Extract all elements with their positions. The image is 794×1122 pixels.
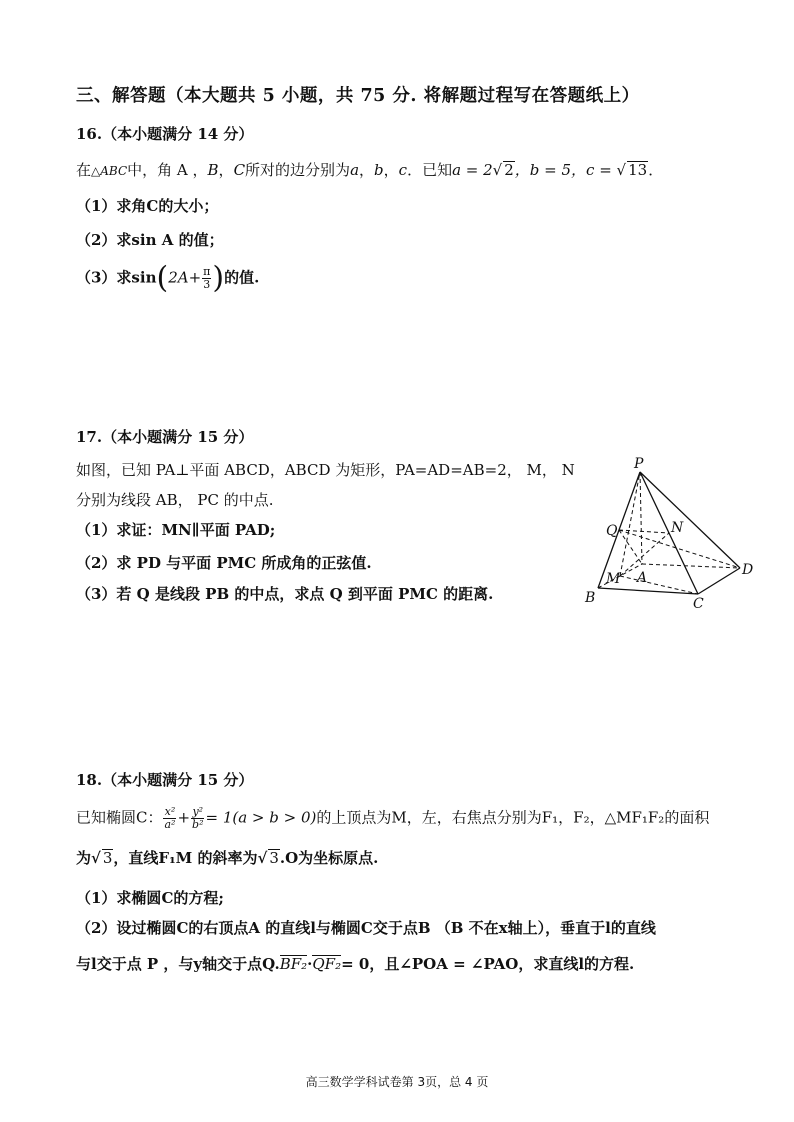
q18-line2-post: .O为坐标原点.	[279, 849, 379, 867]
q16-part3-num: π	[203, 265, 211, 278]
q18-line2: 为√ 3，直线F₁M 的斜率为√ 3.O为坐标原点.	[76, 849, 379, 867]
q16-stem-text: 在	[76, 161, 92, 179]
q16-stem-text: ，	[218, 161, 234, 179]
section-heading: 三、解答题（本大题共 5 小题，共 75 分. 将解题过程写在答题纸上）	[76, 86, 640, 106]
q18-x2: x²	[164, 805, 176, 818]
q16-sep: ，	[383, 161, 399, 179]
q16-given-bc: ，b = 5，c =	[514, 161, 617, 179]
q18-vec-qf2: QF₂	[312, 955, 342, 973]
q16-part3-post: 的值.	[224, 268, 260, 287]
label-q: Q	[606, 523, 618, 539]
q17-stem-line1: 如图，已知 PA⊥平面 ABCD，ABCD 为矩形，PA=AD=AB=2， M， N	[76, 461, 575, 479]
q16-header: 16.（本小题满分 14 分）	[76, 125, 254, 143]
label-a: A	[637, 570, 648, 586]
edge-cd	[698, 568, 740, 594]
label-c: C	[693, 596, 704, 612]
edge-ad	[642, 564, 740, 568]
q18-line1-pre: 已知椭圆C：	[76, 808, 163, 827]
q16-given-a: a = 2	[452, 161, 493, 179]
q16-part3: （3）求sin(2A+ $\frac{\pi}{3}$ )的值.	[76, 260, 260, 296]
q16-stem-text: 中，角 A ，	[127, 161, 208, 179]
q18-rad2: 3	[269, 849, 279, 867]
q17-stem-line2: 分别为线段 AB， PC 的中点.	[76, 491, 274, 509]
q17-part1: （1）求证：MN∥平面 PAD;	[76, 521, 276, 539]
q16-vertex-b: B	[207, 161, 219, 179]
segment-mp	[620, 472, 640, 576]
q18-part1: （1）求椭圆C的方程;	[76, 889, 224, 907]
q16-part3-den: 3	[203, 278, 211, 291]
label-p: P	[634, 456, 644, 472]
label-m: M	[606, 571, 621, 587]
q16-stem-text: ．已知	[407, 161, 453, 179]
q18-part2-line2-post: = 0，且∠POA = ∠PAO，求直线l的方程.	[341, 955, 635, 973]
q16-part3-pre: （3）求sin	[76, 268, 157, 287]
segment-qa	[619, 530, 642, 564]
q16-vertex-c: C	[233, 161, 246, 179]
q16-given-a-radicand: 2	[504, 161, 514, 179]
q16-stem: 在△ABC中，角 A ，B，C所对的边分别为a，b，c．已知a = 2√ 2，b = 5，c = √ 13．	[76, 161, 664, 179]
q16-side-b: b	[374, 161, 384, 179]
q18-part2-line2	[76, 954, 634, 974]
edge-pa	[640, 472, 642, 564]
q18-b2: b²	[192, 818, 204, 831]
page-footer: 高三数学学科试卷第 3页，总 4 页	[305, 1075, 489, 1089]
q18-y2: y²	[192, 805, 204, 818]
q16-stem-text: 所对的边分别为	[245, 161, 351, 179]
q16-given-c-radicand: 13	[628, 161, 648, 179]
q17-part2: （2）求 PD 与平面 PMC 所成角的正弦值.	[76, 554, 372, 572]
q18-line2-mid: ，直线F₁M 的斜率为	[113, 849, 258, 867]
q18-rad1: 3	[102, 849, 113, 867]
q16-side-c: c	[398, 161, 408, 179]
q16-triangle: △ABC	[91, 164, 128, 178]
q16-part1: （1）求角C的大小；	[76, 197, 219, 215]
q18-line1	[76, 806, 709, 831]
q18-dot: ·	[307, 955, 313, 973]
q18-line1-post: 的上顶点为M，左，右焦点分别为F₁，F₂，△MF₁F₂的面积	[316, 808, 710, 827]
q16-part2: （2）求sin A 的值；	[76, 231, 224, 249]
edge-pd	[640, 472, 740, 568]
label-b: B	[585, 590, 596, 606]
q17-part3: （3）若 Q 是线段 PB 的中点，求点 Q 到平面 PMC 的距离.	[76, 585, 494, 603]
q18-vec-bf2: BF₂	[279, 955, 308, 973]
q17-header: 17.（本小题满分 15 分）	[76, 428, 254, 446]
q16-sep: ，	[359, 161, 375, 179]
q18-a2: a²	[164, 818, 176, 831]
q18-part2-line1: （2）设过椭圆C的右顶点A 的直线l与椭圆C交于点B （B 不在x轴上），垂直于l的直线	[76, 919, 656, 937]
label-n: N	[671, 520, 684, 536]
q18-header: 18.（本小题满分 15 分）	[76, 771, 254, 789]
q18-line1-eq: = 1(a > b > 0)	[205, 808, 317, 827]
q16-side-a: a	[350, 161, 360, 179]
q16-stem-end: ．	[648, 161, 664, 179]
pyramid-figure	[580, 452, 760, 612]
q18-line2-pre: 为	[76, 849, 92, 867]
q18-plus: +	[177, 808, 191, 827]
q18-part2-line2-pre: 与l交于点 P ，与y轴交于点Q.	[76, 955, 280, 973]
label-d: D	[742, 562, 754, 578]
q16-part3-arg: 2A+	[168, 268, 202, 287]
